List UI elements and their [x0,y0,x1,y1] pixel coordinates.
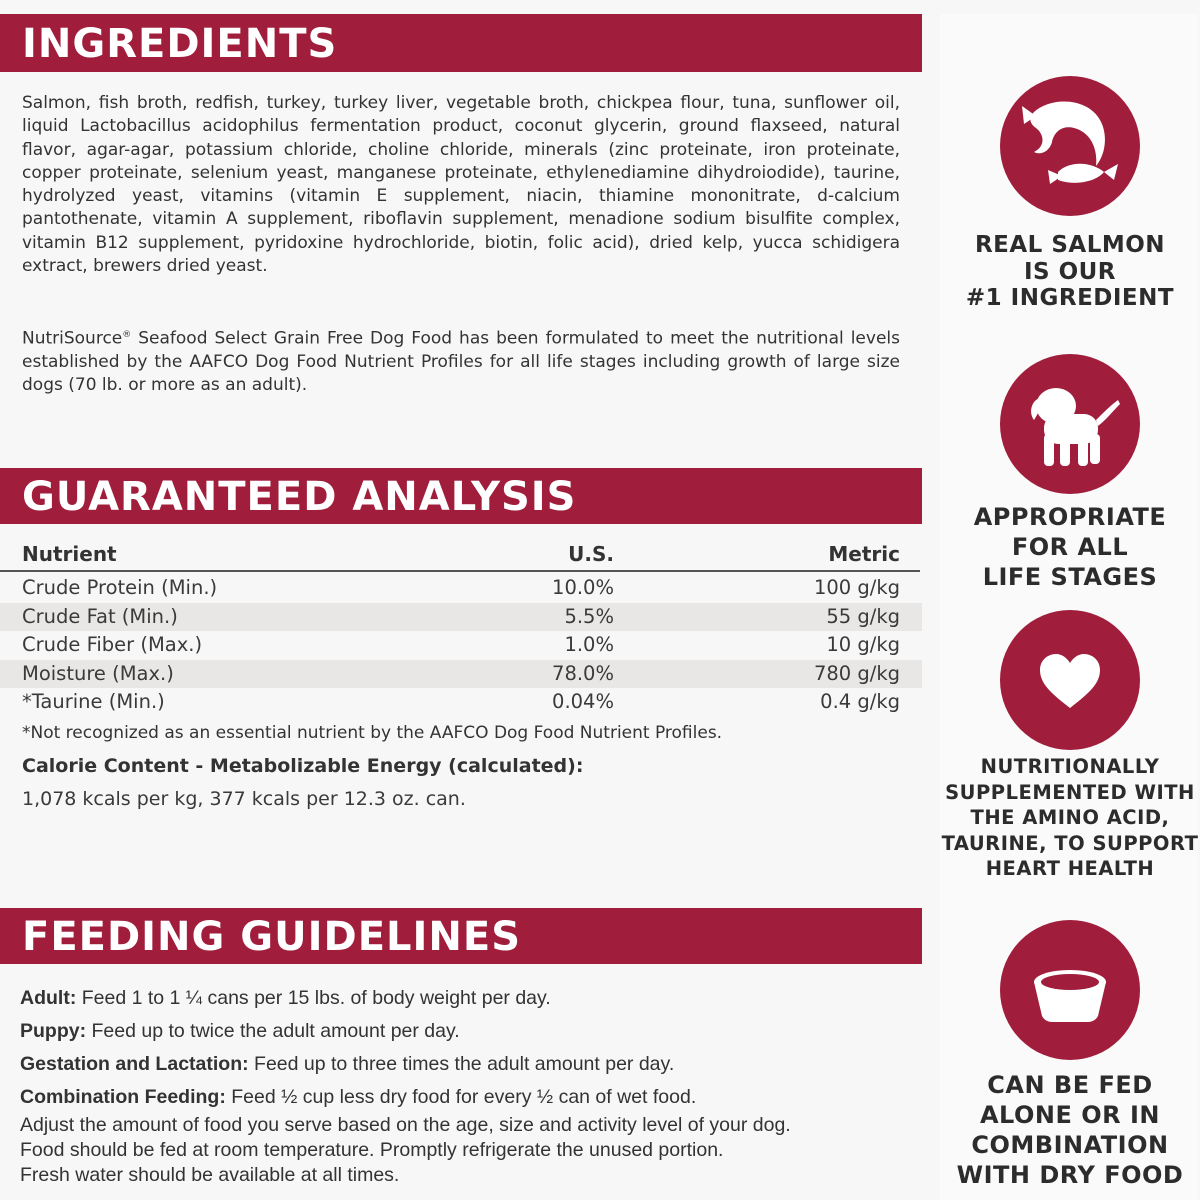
puppy-text: Feed up to twice the adult amount per day. [86,1020,460,1042]
statement-text: Seafood Select Grain Free Dog Food has been formulated to meet the nutritional levels established by the AAFCO Dog Food Nutrient Profiles for all life stages including growth of large size dogs (70 lb. or more as an adult). [22,328,900,396]
col-nutrient: Nutrient [22,542,117,566]
header-rule [0,570,920,572]
aafco-statement [22,324,900,398]
badge-line: ALONE OR IN [979,1101,1160,1129]
bowl-icon [1000,920,1140,1060]
calorie-text: 1,078 kcals per kg, 377 kcals per 12.3 oz. can. [22,788,466,810]
adult-guideline [20,987,551,1010]
ingredients-heading: INGREDIENTS [22,21,338,67]
table-row [0,660,922,689]
heart-badge-text [940,754,1200,882]
puppy-badge [1000,354,1140,494]
badge-line: CAN BE FED [987,1071,1153,1099]
col-metric: Metric [828,542,900,566]
salmon-badge [1000,76,1140,216]
nutrient-name: Crude Protein (Min.) [22,576,218,599]
badge-line: LIFE STAGES [982,563,1158,591]
feeding-heading: FEEDING GUIDELINES [22,914,521,960]
nutrient-metric: 780 g/kg [813,661,900,685]
nutrient-name: Moisture (Max.) [22,661,174,685]
analysis-table [0,540,922,717]
nutrient-name: Crude Fiber (Max.) [22,633,203,656]
badge-line: THE AMINO ACID, [970,806,1170,829]
table-row [0,688,922,717]
heart-icon [1000,610,1140,750]
badge-line: APPROPRIATE [973,503,1167,531]
feeding-banner [0,908,922,964]
table-row [0,603,922,632]
ingredients-banner [0,14,922,72]
nutrient-metric: 0.4 g/kg [820,690,900,713]
brand-name: NutriSource [22,328,123,349]
temperature-note: Food should be fed at room temperature. Promptly refrigerate the unused portion. [20,1139,724,1161]
nutrient-name: *Taurine (Min.) [22,690,165,713]
adult-text: Feed 1 to 1 ¼ cans per 15 lbs. of body weight per day. [76,987,551,1009]
nutrient-metric: 55 g/kg [826,604,900,628]
table-row [0,574,922,603]
salmon-icon [1000,76,1140,216]
gestation-text: Feed up to three times the adult amount per day. [248,1053,675,1075]
analysis-banner [0,468,922,524]
adult-label: Adult: [20,987,77,1009]
adjust-note: Adjust the amount of food you serve based on the age, size and activity level of your dog. [20,1114,791,1136]
badge-line: NUTRITIONALLY [980,755,1160,778]
bowl-badge-text [940,1070,1200,1190]
combo-label: Combination Feeding: [20,1086,226,1108]
table-row [0,631,922,660]
table-header [0,540,922,570]
heart-badge [1000,610,1140,750]
nutrient-metric: 10 g/kg [826,633,900,656]
puppy-badge-text [940,502,1200,592]
registered-mark: ® [122,330,132,340]
gestation-label: Gestation and Lactation: [20,1053,249,1075]
nutrient-us: 78.0% [552,661,614,685]
col-us: U.S. [568,542,614,566]
nutrient-us: 0.04% [552,690,614,713]
water-note: Fresh water should be available at all times. [20,1164,400,1186]
nutrient-us: 5.5% [564,604,614,628]
badge-line: IS OUR [1023,258,1117,285]
salmon-badge-text [940,232,1200,312]
nutrient-us: 1.0% [564,633,614,656]
puppy-guideline [20,1020,460,1043]
badge-line: REAL SALMON [974,232,1166,258]
combination-guideline [20,1086,696,1109]
badge-line: SUPPLEMENTED WITH [945,780,1195,804]
badge-line: FOR ALL [1011,533,1129,561]
nutrient-us: 10.0% [552,576,614,599]
taurine-footnote: *Not recognized as an essential nutrient by the AAFCO Dog Food Nutrient Profiles. [22,723,723,743]
nutrient-metric: 100 g/kg [813,576,900,599]
nutrient-name: Crude Fat (Min.) [22,604,178,628]
badge-line: #1 INGREDIENT [965,285,1175,311]
gestation-guideline [20,1053,674,1076]
badge-line: COMBINATION [971,1131,1169,1159]
badge-line: TAURINE, TO SUPPORT [941,831,1199,855]
badge-line: HEART HEALTH [985,857,1155,880]
calorie-title: Calorie Content - Metabolizable Energy (calculated): [22,755,584,777]
puppy-icon [1000,354,1140,494]
ingredients-list: Salmon, fish broth, redfish, turkey, turkey liver, vegetable broth, chickpea flour, tuna, sunflower oil, liquid Lactobacillus acidophilus fermentation product, coconut glycerin, ground flaxseed, natural flavor, agar-agar, potassium chloride, choline chloride, minerals (zinc proteinate, iron proteinate, copper proteinate, selenium yeast, manganese proteinate, ethylenediamine dihydroiodide), taurine, hydrolyzed yeast, vitamins (vitamin E supplement, niacin, thiamine mononitrate, d-calcium pantothenate, vitamin A supplement, riboflavin supplement, menadione sodium bisulfite complex, vitamin B12 supplement, pyridoxine hydrochloride, biotin, folic acid), dried kelp, yucca schidigera extract, brewers dried yeast. [22,93,900,277]
badge-line: WITH DRY FOOD [956,1161,1184,1189]
combo-text: Feed ½ cup less dry food for every ½ can of wet food. [225,1086,697,1108]
analysis-heading: GUARANTEED ANALYSIS [22,474,577,520]
puppy-label: Puppy: [20,1020,87,1042]
bowl-badge [1000,920,1140,1060]
